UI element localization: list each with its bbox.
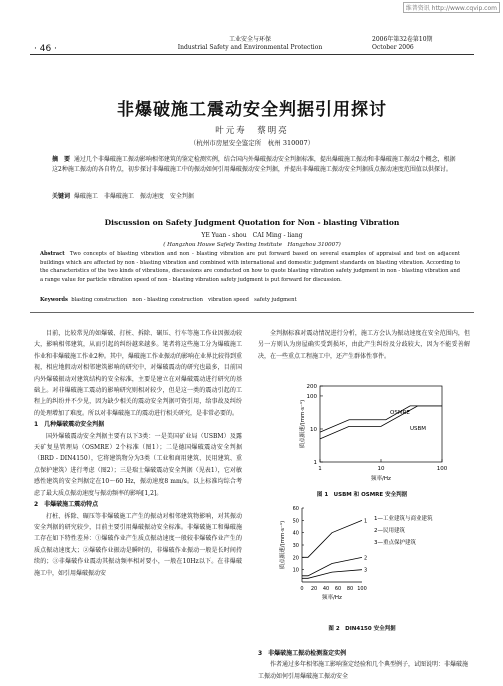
series-number: 3	[364, 567, 368, 574]
abstract-en-text: Two concepts of blasting vibration and non - blasting vibration are put forward based on several examples of appraisal and test on adjacent buildings which are affected by non - blasting vibration and combined with international and domestic judgment standards on blasting vibration. According to the characteristics of the two kinds of vibrations, discussions are conducted on how to quote blasting vibration safety judgment in non - blasting vibration and a range value for particle vibration speed of non - blasting vibration safety judgment is put forward for discussion.	[40, 251, 460, 283]
keywords-cn-text: 爆破施工 非爆破施工 振动速度 安全判据	[73, 193, 194, 200]
section-3	[258, 648, 470, 682]
figure-1-caption: 图 1 USBM 和 OSMRE 安全判据	[316, 492, 408, 498]
paragraph: 打桩、拆除、碾压等非爆破施工产生的振动对相邻建筑物影响，对其振动安全判据的研究较少，目前主要引用爆破振动安全标准。非爆破施工和爆破施工存在如下特性差异：①爆破作业产生质点振动速度一般较非爆破作业产生的质点振动速度大；②爆破作业振动是瞬时的，非爆破作业振动一般是长时间持续的；③非爆破作业震动其振动频率相对要小，一般在10Hz以下。在非爆破施工中，如引用爆破振动安	[34, 512, 242, 577]
figure-1-plot	[298, 384, 448, 482]
page-number: · 46 ·	[34, 44, 57, 54]
y-tick-label: 100	[306, 393, 317, 400]
section-rule	[30, 312, 474, 313]
x-tick-label: 1	[318, 466, 322, 472]
x-axis-label: 频率/Hz	[322, 595, 342, 601]
y-axis-label: 质点振速/(mm·s⁻¹)	[280, 520, 286, 570]
english-affiliation: ( Hangzhou House Safety Testing Institute Hangzhou 310007)	[163, 242, 341, 248]
x-tick-label: 100	[436, 466, 448, 472]
series-line	[302, 557, 362, 576]
legend-entry: 2—民用建筑	[374, 528, 405, 534]
series-line	[320, 406, 442, 439]
keywords-en-label: Keywords	[40, 297, 68, 303]
body-left-column	[34, 328, 242, 579]
section-heading: 2 非爆破施工震动特点	[34, 501, 99, 509]
figure-1-chart	[262, 378, 462, 488]
english-authors: YE Yuan - shou CAI Ming - liang	[201, 232, 303, 239]
abstract-cn	[52, 155, 456, 175]
y-tick-label: 30	[292, 543, 299, 549]
legend-entry: 1—工业建筑与商业建筑	[374, 516, 433, 522]
section-heading: 1 几种爆破震动安全判据	[34, 421, 105, 429]
y-axis-label: 质点振速/(mm·s⁻¹)	[300, 399, 306, 449]
abstract-en-label: Abstract	[40, 251, 65, 257]
series-label: OSMRE	[390, 410, 410, 416]
journal-name-cn: 工业安全与环保	[228, 36, 271, 43]
watermark: 维普资讯 http://www.cqvip.com	[403, 2, 500, 13]
y-tick-label: 60	[292, 506, 299, 512]
keywords-cn-label: 关键词	[52, 193, 71, 200]
header-rule	[30, 54, 474, 55]
journal-name-en: Industrial Safety and Environmental Protection	[177, 44, 323, 51]
issue-header	[372, 36, 472, 52]
paragraph: 作者通过多年相邻施工影响鉴定经验和几个典型例子，试图说明：非爆破施工振动如何引用爆破施工振动安全	[258, 661, 469, 680]
x-tick-label: 10	[377, 466, 385, 472]
y-tick-label: 20	[292, 555, 299, 562]
y-tick-label: 200	[306, 384, 317, 390]
affiliation: （杭州市房屋安全鉴定所 杭州 310007）	[189, 139, 315, 147]
paragraph: 国外爆破震动安全判据主要有以下3类：一是美国矿业局（USBM）及露天矿复垦管理局（OSMRE）2个标准（图1）；二是德国爆破震动安全判据（BRD - DIN4150），它将建筑物分为3类（工业和商用建筑、民用建筑、重点保护建筑）进行考虑（图2）；三是瑞士爆破震动安全判据（见表1），它对敏感性建筑的安全判据定在10～60 Hz，振动速度8 mm/s。以上标准均综合考虑了最大质点振动速度与振动频率的影响[1,2]。	[34, 432, 242, 497]
paper-title: 非爆破施工震动安全判据引用探讨	[117, 100, 387, 120]
series-line	[302, 520, 362, 557]
series-label: USBM	[410, 426, 427, 432]
y-tick-label: 1	[313, 460, 317, 466]
figure-2-chart	[262, 502, 462, 610]
x-tick-label: 80	[346, 586, 354, 592]
x-tick-label: 0	[300, 586, 304, 592]
issue-en: October 2006	[372, 44, 414, 51]
paragraph: 目前，比较常见的如爆破、打桩、拆除、碾压、行车等施工作业因振动较大，影响相邻建筑，从而引起的纠纷越来越多。笔者将这些施工分为爆破施工作业和非爆破施工作业2种。其中，爆破施工作业振动的影响在业界比较得到重视，相应地假动对相邻建筑影响的研究中，对爆破震动的研究也最多，目前国内外爆破振动对建筑结构的安全标准，主要是建立在对爆破震动进行研究的基础上。对非爆破施工震动的影响研究则相对较少，但是这一类的震动引起的工程上的纠纷并不少见，因为缺少相关的震动安全判据可资引用，给事故及纠纷的处理增加了难度。所以对非爆破施工的震动进行相关研究，是非常必要的。	[34, 330, 242, 417]
journal-header	[160, 36, 340, 52]
y-tick-label: 50	[292, 518, 299, 525]
x-tick-label: 100	[357, 586, 367, 592]
section-heading: 3 非爆破施工振动检测鉴定实例	[258, 650, 347, 657]
y-tick-label: 10	[292, 567, 299, 574]
series-number: 2	[364, 555, 368, 562]
x-tick-label: 60	[334, 586, 342, 592]
keywords-cn	[52, 191, 456, 200]
y-tick-label: 40	[292, 530, 299, 537]
x-axis-label: 频率/Hz	[371, 476, 391, 482]
abstract-cn-label: 摘 要	[52, 156, 71, 163]
y-tick-label: 10	[310, 426, 317, 433]
abstract-en	[40, 250, 460, 284]
legend-entry: 3—重点保护建筑	[374, 540, 416, 546]
paragraph: 全判据标准对震动情况进行分析，施工方会认为振动速度在安全范围内，但另一方则认为房屋确实受到损坏，由此产生纠纷及分歧较大，因为不能妥善解决，在一些重点工程施工中，还产生群体性事件。	[258, 330, 470, 360]
abstract-cn-text: 通过几个非爆破施工振动影响相邻建筑的鉴定检测实例，结合国内外爆破振动安全判据标准，提出爆破施工振动和非爆破施工振动2个概念，根据这2种施工振动的各自特点，初步探讨非爆破施工中的振动如何引用爆破振动安全判据，并提出非爆破施工振动安全判据质点振动速度范围值以供探讨。	[52, 156, 456, 173]
figure-2-caption: 图 2 DIN4150 安全判据	[328, 626, 396, 632]
x-tick-label: 20	[310, 586, 318, 592]
x-tick-label: 40	[322, 586, 330, 592]
body-right-column	[258, 328, 470, 362]
series-number: 1	[364, 518, 368, 525]
figure-2-plot	[278, 506, 433, 601]
authors: 叶元寿 蔡明亮	[215, 126, 289, 136]
english-title: Discussion on Safety Judgment Quotation for Non - blasting Vibration	[104, 218, 400, 227]
keywords-en-text: blasting construction non - blasting construction vibration speed safety judgment	[71, 297, 297, 303]
issue-cn: 2006年第32卷第10期	[372, 36, 433, 43]
keywords-en	[40, 296, 460, 303]
